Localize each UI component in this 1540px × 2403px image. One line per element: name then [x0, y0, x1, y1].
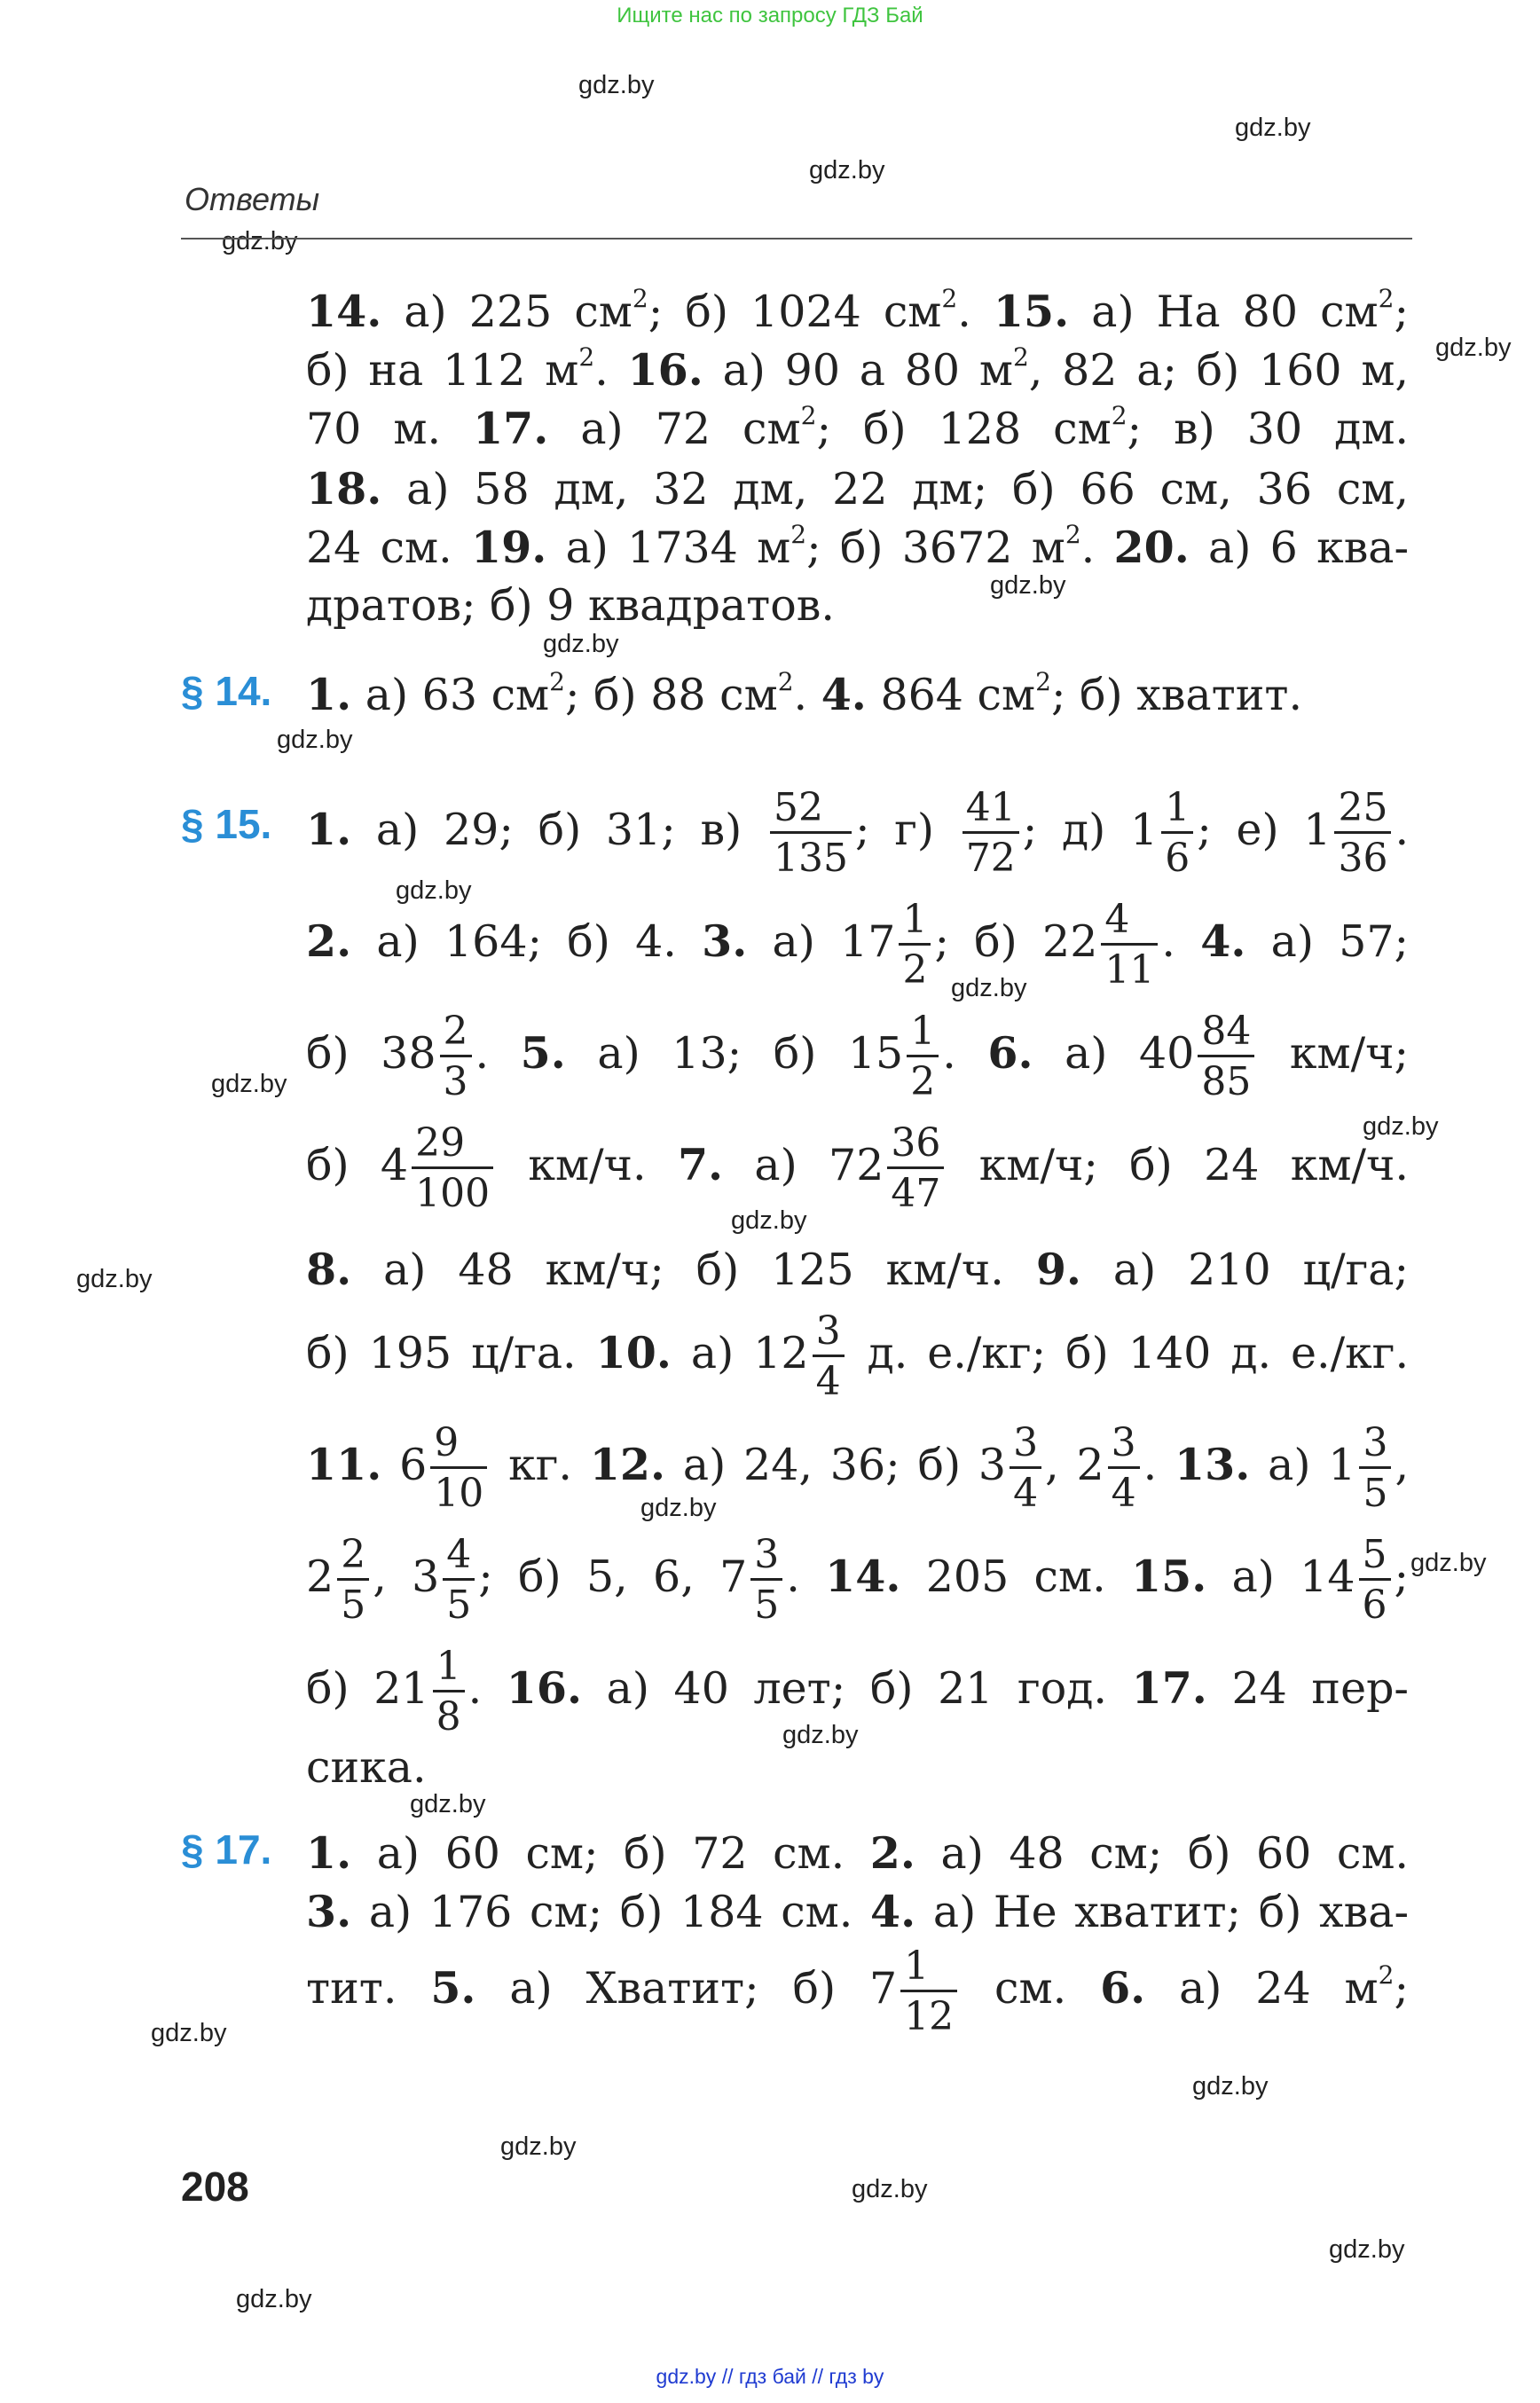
header-divider: [181, 238, 1412, 240]
answer-line: 2 $\frac{2}{5}$ , 3 $\frac{4}{5}$ ; б) 5, 6, 7 $\frac{3}{5}$ . 14. 205 см. 15. а) 14 $\frac{5}{6}$ ;: [306, 1532, 1410, 1628]
watermark: gdz.by: [236, 2285, 312, 2313]
fraction: $\frac{9}{10}$: [430, 1424, 487, 1513]
fraction: $\frac{4}{5}$: [443, 1535, 475, 1625]
answer-line: 1. а) 29; б) 31; в) $\frac{52}{135}$ ; г) $\frac{41}{72}$ ; д) 1 $\frac{1}{6}$ ; е) 1 $\frac{25}{36}$ .: [306, 785, 1410, 881]
fraction: $\frac{25}{36}$: [1334, 789, 1391, 878]
answer-line: б) 38 $\frac{2}{3}$ . 5. а) 13; б) 15 $\frac{1}{2}$ . 6. а) 40 $\frac{84}{85}$ км/ч;: [306, 1009, 1410, 1104]
watermark: gdz.by: [951, 974, 1027, 1002]
answer-line: 3. а) 176 см; б) 184 см. 4. а) Не хватит; б) хва-: [306, 1886, 1410, 1937]
watermark: gdz.by: [1329, 2235, 1405, 2264]
watermark: gdz.by: [222, 227, 298, 255]
answer-line: 1. а) 63 $см^2$; б) 88 $см^2$. 4. 864 $см^2$; б) хватит.: [306, 667, 1303, 720]
fraction: $\frac{84}{85}$: [1198, 1012, 1254, 1102]
answer-line: 70 м. 17. а) 72 $см^2$; б) 128 $см^2$; в) 30 дм.: [306, 401, 1410, 454]
fraction: $\frac{52}{135}$: [770, 789, 852, 878]
answer-line: б) на 112 $м^2$. 16. а) 90 а 80 $м^2$, 82 а; б) 160 м,: [306, 342, 1410, 396]
watermark: gdz.by: [76, 1265, 153, 1293]
fraction: $\frac{1}{6}$: [1161, 789, 1193, 878]
watermark: gdz.by: [151, 2019, 227, 2047]
fraction: $\frac{1}{12}$: [900, 1947, 957, 2037]
fraction: $\frac{41}{72}$: [962, 789, 1019, 878]
watermark: gdz.by: [809, 156, 885, 185]
answer-line: 18. а) 58 дм, 32 дм, 22 дм; б) 66 см, 36 см,: [306, 463, 1409, 514]
fraction: $\frac{3}{5}$: [750, 1535, 782, 1625]
top-banner[interactable]: Ищите нас по запросу ГДЗ Бай: [617, 4, 923, 27]
section-heading-14: § 14.: [181, 668, 272, 714]
fraction: $\frac{4}{11}$: [1101, 900, 1158, 990]
watermark: gdz.by: [410, 1790, 486, 1818]
watermark: gdz.by: [578, 71, 655, 99]
answer-line: тит. 5. а) Хватит; б) 7 $\frac{1}{12}$ см. 6. а) 24 $м^2$;: [306, 1944, 1409, 2039]
answer-line: 2. а) 164; б) 4. 3. а) 17 $\frac{1}{2}$ ; б) 22 $\frac{4}{11}$ . 4. а) 57;: [306, 897, 1410, 993]
bottom-banner[interactable]: gdz.by // гдз бай // гдз by: [656, 2365, 884, 2388]
section-heading-15: § 15.: [181, 801, 272, 847]
answer-line: б) 195 ц/га. 10. а) 12 $\frac{3}{4}$ д. е./кг; б) 140 д. е./кг.: [306, 1308, 1410, 1404]
watermark: gdz.by: [990, 571, 1066, 600]
watermark: gdz.by: [852, 2175, 928, 2203]
watermark: gdz.by: [1192, 2072, 1269, 2101]
watermark: gdz.by: [277, 726, 353, 754]
fraction: $\frac{3}{5}$: [1359, 1424, 1391, 1513]
watermark: gdz.by: [1235, 114, 1311, 142]
answer-line: 14. а) 225 $см^2$; б) 1024 $см^2$. 15. а) На 80 $см^2$;: [306, 284, 1410, 337]
watermark: gdz.by: [1363, 1112, 1439, 1141]
fraction: $\frac{3}{4}$: [813, 1312, 845, 1402]
answer-line: б) 21 $\frac{1}{8}$ . 16. а) 40 лет; б) 21 год. 17. 24 пер-: [306, 1644, 1409, 1739]
watermark: gdz.by: [543, 630, 619, 658]
watermark: gdz.by: [500, 2132, 577, 2161]
fraction: $\frac{1}{2}$: [899, 900, 931, 990]
watermark: gdz.by: [1435, 334, 1512, 362]
fraction: $\frac{2}{5}$: [337, 1535, 369, 1625]
answer-line: 1. а) 60 см; б) 72 см. 2. а) 48 см; б) 60 см.: [306, 1827, 1410, 1879]
page-header-title: Ответы: [185, 181, 320, 217]
fraction: $\frac{1}{8}$: [433, 1647, 465, 1737]
watermark: gdz.by: [782, 1721, 859, 1749]
watermark: gdz.by: [211, 1070, 287, 1098]
answer-line: 8. а) 48 км/ч; б) 125 км/ч. 9. а) 210 ц/га;: [306, 1244, 1410, 1295]
fraction: $\frac{3}{4}$: [1010, 1424, 1041, 1513]
fraction: $\frac{2}{3}$: [440, 1012, 472, 1102]
watermark: gdz.by: [731, 1206, 807, 1235]
answer-line: б) 4 $\frac{29}{100}$ км/ч. 7. а) 72 $\frac{36}{47}$ км/ч; б) 24 км/ч.: [306, 1120, 1409, 1216]
answer-line: 24 см. 19. а) 1734 $м^2$; б) 3672 $м^2$. 20. а) 6 ква-: [306, 520, 1410, 573]
answer-line: дратов; б) 9 квадратов.: [306, 580, 835, 631]
fraction: $\frac{5}{6}$: [1359, 1535, 1391, 1625]
watermark: gdz.by: [640, 1494, 717, 1522]
watermark: gdz.by: [1410, 1549, 1487, 1577]
fraction: $\frac{36}{47}$: [887, 1124, 944, 1213]
answer-line: 11. 6 $\frac{9}{10}$ кг. 12. а) 24, 36; б) 3 $\frac{3}{4}$ , 2 $\frac{3}{4}$ . 13. а) 1 $\frac{3}{5}$ ,: [306, 1420, 1410, 1516]
fraction: $\frac{1}{2}$: [907, 1012, 939, 1102]
watermark: gdz.by: [396, 876, 472, 905]
fraction: $\frac{29}{100}$: [412, 1124, 493, 1213]
fraction: $\frac{3}{4}$: [1108, 1424, 1140, 1513]
section-heading-17: § 17.: [181, 1826, 272, 1873]
answer-line: сика.: [306, 1742, 427, 1793]
page-number: 208: [181, 2163, 249, 2210]
